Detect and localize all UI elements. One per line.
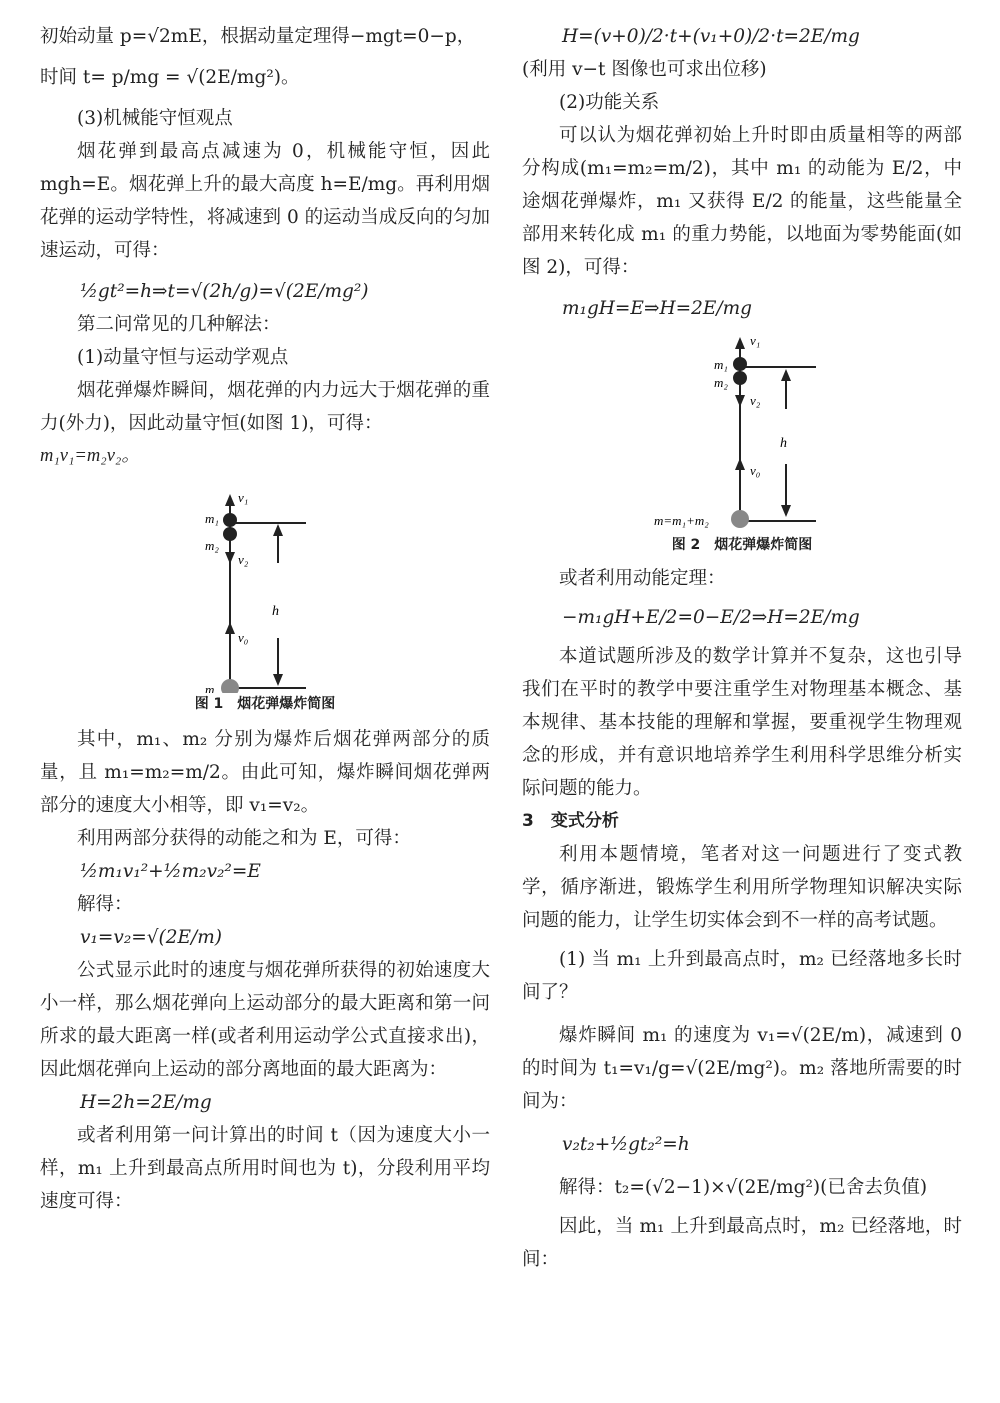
paragraph: 烟花弹到最高点减速为 0，机械能守恒，因此 mgh=E。烟花弹上升的最大高度 h=E/mg。再利用烟花弹的运动学特性，将减速到 0 的运动当成反向的匀加速运动，可得： <box>40 141 490 261</box>
figure-1-diagram <box>40 478 490 693</box>
paragraph: 利用两部分获得的动能之和为 E，可得： <box>77 828 411 849</box>
paragraph: 可以认为烟花弹初始上升时即由质量相等的两部分构成(m₁=m₂=m/2)，其中 m₁ 的动能为 E/2，中途烟花弹爆炸，m₁ 又获得 E/2 的能量，这些能量全部用来转化成 m₁ 的重力势能，以地面为零势能面(如图 2)，可得： <box>522 125 962 278</box>
equation: v₁=v₂=√(2E/m) <box>80 927 223 948</box>
paragraph: 解得：t₂=(√2−1)×√(2E/mg²)(已舍去负值) <box>559 1177 928 1198</box>
paragraph: 本道试题所涉及的数学计算并不复杂，这也引导我们在平时的教学中要注重学生对物理基本概念、基本规律、基本技能的理解和掌握，要重视学生物理观念的形成，并有意识地培养学生利用科学思维分析实际问题的能力。 <box>522 646 962 799</box>
subheading: (3)机械能守恒观点 <box>77 108 233 129</box>
figure-1-caption: 图 1 烟花弹爆炸简图 <box>194 696 336 712</box>
equation: m₁v₁=m₂v₂。 <box>40 446 140 466</box>
paragraph: 或者利用第一问计算出的时间 t（因为速度大小一样，m₁ 上升到最高点所用时间也为 t)，分段利用平均速度可得： <box>40 1125 490 1212</box>
label-v0: v₀ <box>750 463 761 478</box>
label-m2: m₂ <box>714 375 728 390</box>
label-m2: m₂ <box>205 538 219 553</box>
paragraph: 解得： <box>77 894 133 915</box>
equation: H=(v+0)/2·t+(v₁+0)/2·t=2E/mg <box>562 26 860 47</box>
paragraph: 时间 t= p/mg = √(2E/mg²)。 <box>40 67 300 88</box>
label-m: m=m₁+m₂ <box>654 513 709 528</box>
label-h: h <box>780 436 787 451</box>
equation: ½m₁v₁²+½m₂v₂²=E <box>80 861 261 882</box>
figure-2-diagram <box>522 329 962 534</box>
label-v2: v₂ <box>750 393 761 408</box>
label-m1: m₁ <box>714 357 728 372</box>
paragraph: 或者利用动能定理： <box>559 568 726 589</box>
left-column <box>40 0 490 1218</box>
equation: −m₁gH+E/2=0−E/2⇒H=2E/mg <box>562 607 860 628</box>
paragraph: 其中，m₁、m₂ 分别为爆炸后烟花弹两部分的质量，且 m₁=m₂=m/2。由此可知，爆炸瞬间烟花弹两部分的速度大小相等，即 v₁=v₂。 <box>40 729 490 816</box>
paragraph: 第二问常见的几种解法： <box>77 314 281 335</box>
paragraph: 爆炸瞬间 m₁ 的速度为 v₁=√(2E/m)，减速到 0 的时间为 t₁=v₁/g=√(2E/mg²)。m₂ 落地所需要的时间为： <box>522 1025 962 1112</box>
label-h: h <box>272 604 279 619</box>
label-v2: v₂ <box>238 552 249 567</box>
figure-2-caption: 图 2 烟花弹爆炸简图 <box>671 537 813 553</box>
label-m1: m₁ <box>205 511 219 526</box>
paragraph: (1) 当 m₁ 上升到最高点时，m₂ 已经落地多长时间了？ <box>522 949 962 1003</box>
paragraph: 公式显示此时的速度与烟花弹所获得的初始速度大小一样，那么烟花弹向上运动部分的最大距离和第一问所求的最大距离一样(或者利用运动学公式直接求出)，因此烟花弹向上运动的部分离地面的最大距离为： <box>40 960 490 1080</box>
right-column <box>522 0 962 1276</box>
equation: m₁gH=E⇒H=2E/mg <box>562 298 752 319</box>
section-heading: 3 变式分析 <box>522 811 619 831</box>
paragraph: 初始动量 p=√2mE，根据动量定理得−mgt=0−p， <box>40 26 476 47</box>
label-v0: v₀ <box>238 630 249 645</box>
label-v1: v₁ <box>238 490 249 505</box>
subheading: (2)功能关系 <box>559 92 660 113</box>
equation: ½gt²=h⇒t=√(2h/g)=√(2E/mg²) <box>80 281 369 302</box>
paragraph: 因此，当 m₁ 上升到最高点时，m₂ 已经落地，时间： <box>522 1216 962 1270</box>
equation: H=2h=2E/mg <box>80 1092 212 1113</box>
paragraph: 利用本题情境，笔者对这一问题进行了变式教学，循序渐进，锻炼学生利用所学物理知识解决实际问题的能力，让学生切实体会到不一样的高考试题。 <box>522 844 962 931</box>
paragraph: (利用 v−t 图像也可求出位移) <box>522 59 767 80</box>
label-m: m <box>205 682 215 693</box>
equation: v₂t₂+½gt₂²=h <box>562 1134 690 1155</box>
label-v1: v₁ <box>750 333 761 348</box>
paragraph: 烟花弹爆炸瞬间，烟花弹的内力远大于烟花弹的重力(外力)，因此动量守恒(如图 1)，可得： <box>40 380 490 434</box>
subheading: (1)动量守恒与运动学观点 <box>77 347 289 368</box>
